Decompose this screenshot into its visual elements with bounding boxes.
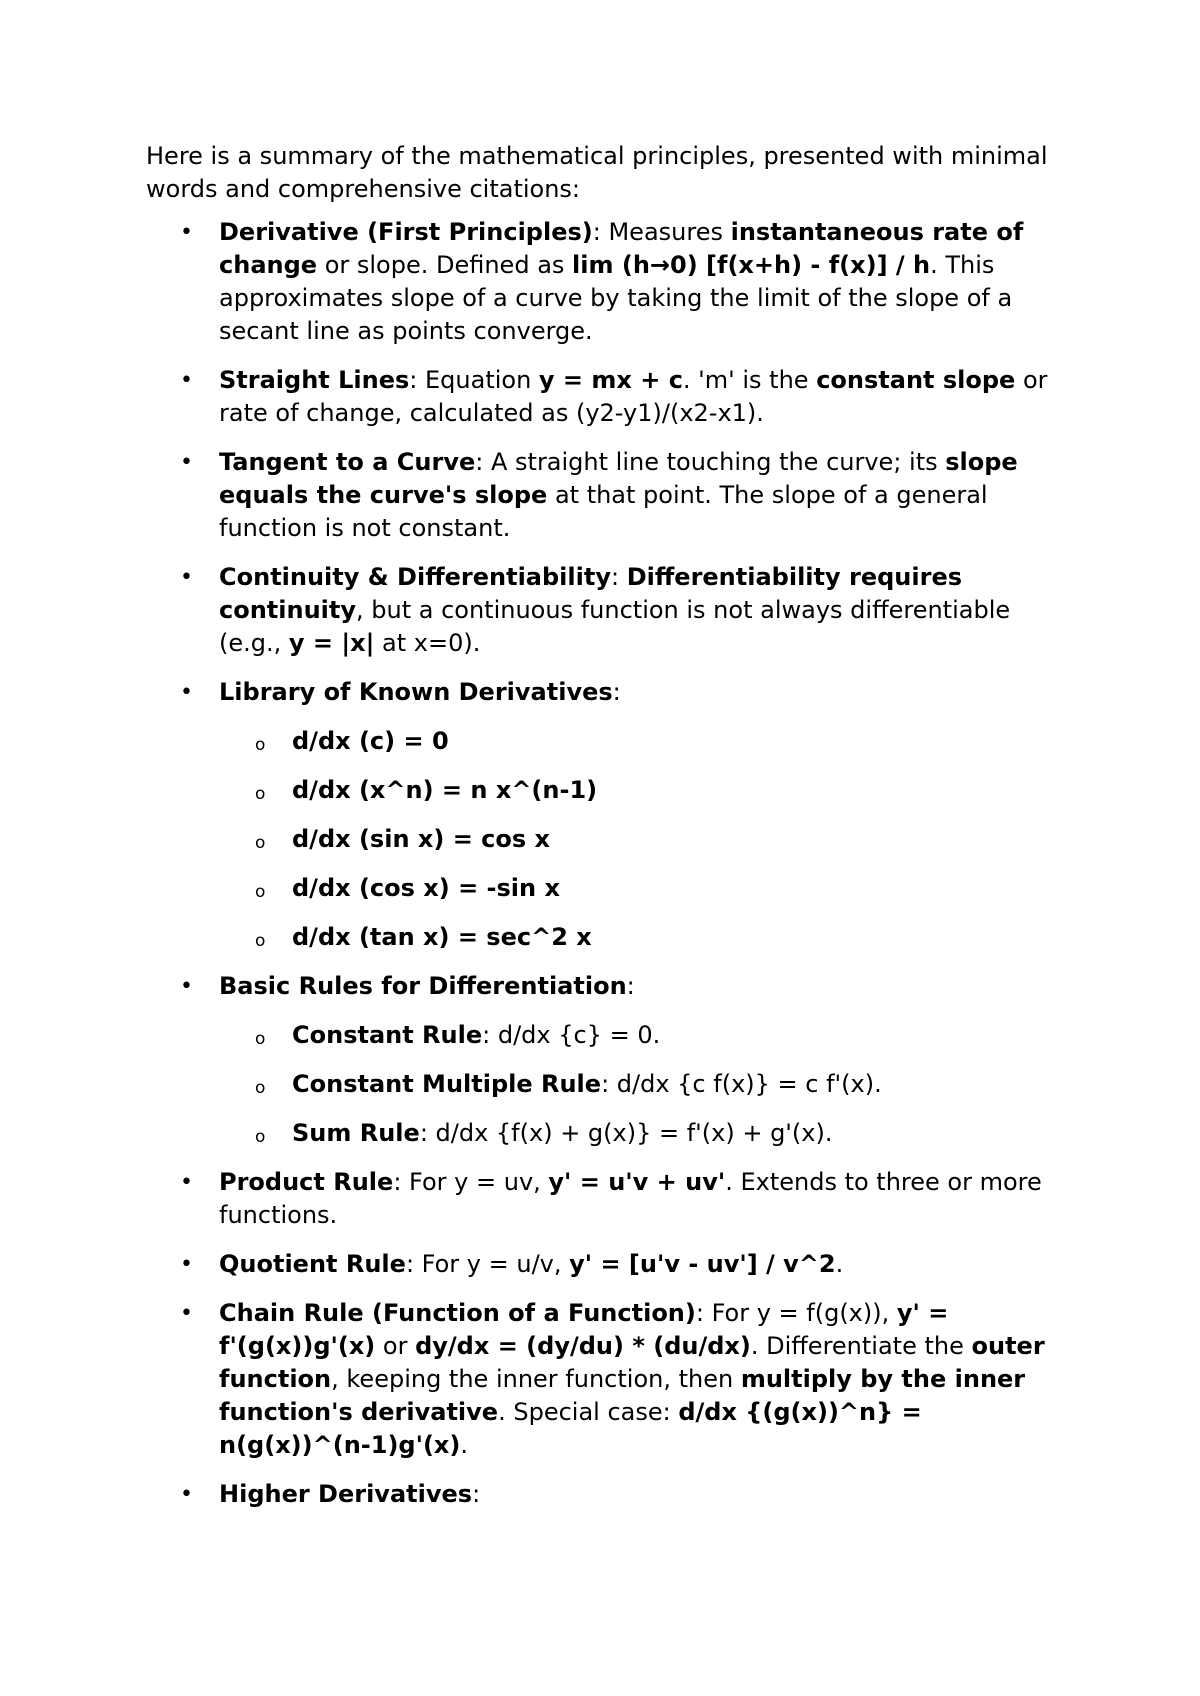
product-rule-term: Product Rule: [219, 1168, 394, 1196]
principles-list: [146, 216, 1066, 1511]
list-item-straight-lines: • Straight Lines: Equation y = mx + c. 'm' is the constant slope or rate of change, calculated as (y2-y1)/(x2-x1).: [146, 364, 1066, 430]
sub-list-item: o Constant Rule: d/dx {c} = 0.: [219, 1019, 1066, 1052]
known-derivatives-list: [219, 725, 1066, 954]
list-item-continuity: • Continuity & Differentiability: Differentiability requires continuity, but a continuous function is not always differentiable (e.g., y = |x| at x=0).: [146, 561, 1066, 660]
list-item-higher-derivatives: • Higher Derivatives:: [146, 1478, 1066, 1511]
list-item-basic-rules: • Basic Rules for Differentiation: o Constant Rule: d/dx {c} = 0. o Constant Multiple Rule: d/dx {c f(x)} = c f'(x). o Sum Rule: d/dx {f(x) + g(x)} = f'(x) + g'(x).: [146, 970, 1066, 1150]
quotient-rule-term: Quotient Rule: [219, 1250, 406, 1278]
document-body: [146, 140, 1066, 1527]
sub-list-item: o Constant Multiple Rule: d/dx {c f(x)} = c f'(x).: [219, 1068, 1066, 1101]
derivative-term: Derivative (First Principles): [219, 218, 593, 246]
list-item-product-rule: • Product Rule: For y = uv, y' = u'v + uv'. Extends to three or more functions.: [146, 1166, 1066, 1232]
continuity-term: Continuity & Differentiability: [219, 563, 611, 591]
basic-rules-term: Basic Rules for Differentiation: [219, 972, 627, 1000]
list-item-library: • Library of Known Derivatives: o d/dx (c) = 0 o d/dx (x^n) = n x^(n-1) o d/dx (sin x) = cos x o d/dx (cos x) = -sin x o d/dx (tan x) = sec^2 x: [146, 676, 1066, 954]
list-item-quotient-rule: • Quotient Rule: For y = u/v, y' = [u'v - uv'] / v^2.: [146, 1248, 1066, 1281]
chain-rule-term: Chain Rule (Function of a Function): [219, 1299, 696, 1327]
straight-lines-term: Straight Lines: [219, 366, 410, 394]
list-item-derivative: • Derivative (First Principles): Measures instantaneous rate of change or slope. Defined as lim (h→0) [f(x+h) - f(x)] / h. This approximates slope of a curve by taking the limit of the slope of a secant line as points converge.: [146, 216, 1066, 348]
intro-paragraph: Here is a summary of the mathematical principles, presented with minimal words and comprehensive citations:: [146, 142, 1048, 203]
sub-list-item: o d/dx (tan x) = sec^2 x: [219, 921, 1066, 954]
sub-list-item: o d/dx (cos x) = -sin x: [219, 872, 1066, 905]
sub-list-item: o d/dx (x^n) = n x^(n-1): [219, 774, 1066, 807]
library-term: Library of Known Derivatives: [219, 678, 613, 706]
list-item-tangent: • Tangent to a Curve: A straight line touching the curve; its slope equals the curve's slope at that point. The slope of a general function is not constant.: [146, 446, 1066, 545]
higher-derivatives-term: Higher Derivatives: [219, 1480, 473, 1508]
tangent-term: Tangent to a Curve: [219, 448, 476, 476]
sub-list-item: o Sum Rule: d/dx {f(x) + g(x)} = f'(x) + g'(x).: [219, 1117, 1066, 1150]
sub-list-item: o d/dx (c) = 0: [219, 725, 1066, 758]
list-item-chain-rule: • Chain Rule (Function of a Function): For y = f(g(x)), y' = f'(g(x))g'(x) or dy/dx = (dy/du) * (du/dx). Differentiate the outer function, keeping the inner function, then multiply by the inner function's derivative. Special case: d/dx {(g(x))^n} = n(g(x))^(n-1)g'(x).: [146, 1297, 1066, 1462]
sub-list-item: o d/dx (sin x) = cos x: [219, 823, 1066, 856]
basic-rules-list: [219, 1019, 1066, 1150]
